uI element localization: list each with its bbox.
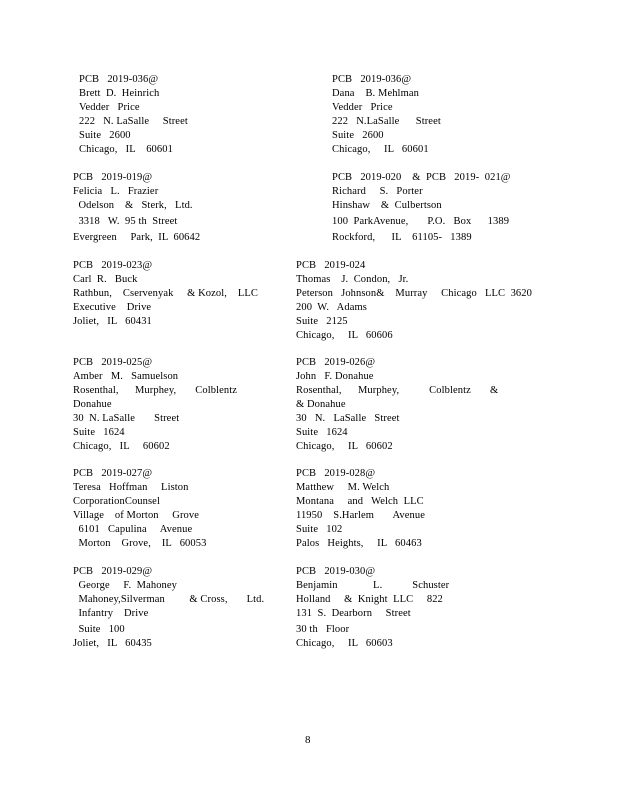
address-line: PCB 2019-024 <box>296 260 366 271</box>
address-line: Rosenthal, Murphey, Colblentz & <box>296 385 499 396</box>
address-line: Joliet, IL 60435 <box>73 638 152 649</box>
address-line: 3318 W. 95 th Street <box>73 216 178 227</box>
address-line: Palos Heights, IL 60463 <box>296 538 422 549</box>
address-line: PCB 2019-025@ <box>73 357 153 368</box>
address-line: Richard S. Porter <box>332 186 423 197</box>
address-line: Dana B. Mehlman <box>332 88 419 99</box>
address-line: Thomas J. Condon, Jr. <box>296 274 409 285</box>
address-line: 30 N. LaSalle Street <box>73 413 180 424</box>
address-line: John F. Donahue <box>296 371 374 382</box>
address-line: 222 N. LaSalle Street <box>79 116 188 127</box>
address-line: Village of Morton Grove <box>73 510 200 521</box>
address-line: 222 N.LaSalle Street <box>332 116 441 127</box>
address-line: PCB 2019-026@ <box>296 357 376 368</box>
address-line: Suite 1624 <box>296 427 348 438</box>
address-line: Felicia L. Frazier <box>73 186 159 197</box>
address-line: Vedder Price <box>332 102 393 113</box>
address-line: George F. Mahoney <box>73 580 178 591</box>
address-line: Vedder Price <box>79 102 140 113</box>
address-line: Hinshaw & Culbertson <box>332 200 442 211</box>
address-line: Suite 102 <box>296 524 343 535</box>
address-line: Chicago, IL 60601 <box>332 144 429 155</box>
address-line: Rathbun, Cservenyak & Kozol, LLC <box>73 288 259 299</box>
address-line: PCB 2019-023@ <box>73 260 153 271</box>
address-line: PCB 2019-036@ <box>332 74 412 85</box>
address-line: Rockford, IL 61105- 1389 <box>332 232 472 243</box>
address-line: Montana and Welch LLC <box>296 496 424 507</box>
address-line: CorporationCounsel <box>73 496 160 507</box>
address-line: 30 th Floor <box>296 624 350 635</box>
address-line: PCB 2019-019@ <box>73 172 153 183</box>
address-line: PCB 2019-027@ <box>73 468 153 479</box>
address-line: Teresa Hoffman Liston <box>73 482 189 493</box>
address-line: PCB 2019-029@ <box>73 566 153 577</box>
address-line: Peterson Johnson& Murray Chicago LLC 3620 <box>296 288 532 299</box>
address-line: Amber M. Samuelson <box>73 371 179 382</box>
address-line: Suite 1624 <box>73 427 125 438</box>
address-line: Holland & Knight LLC 822 <box>296 594 443 605</box>
address-line: PCB 2019-030@ <box>296 566 376 577</box>
address-line: Carl R. Buck <box>73 274 138 285</box>
address-line: Morton Grove, IL 60053 <box>73 538 207 549</box>
address-line: Matthew M. Welch <box>296 482 390 493</box>
address-line: Chicago, IL 60602 <box>296 441 393 452</box>
address-line: Joliet, IL 60431 <box>73 316 152 327</box>
address-line: Chicago, IL 60601 <box>79 144 173 155</box>
address-line: Suite 2600 <box>332 130 384 141</box>
address-line: Mahoney,Silverman & Cross, Ltd. <box>73 594 265 605</box>
address-line: PCB 2019-028@ <box>296 468 376 479</box>
address-line: Rosenthal, Murphey, Colblentz <box>73 385 238 396</box>
address-line: Benjamin L. Schuster <box>296 580 450 591</box>
address-line: Suite 2600 <box>79 130 131 141</box>
address-line: & Donahue <box>296 399 346 410</box>
address-line: 30 N. LaSalle Street <box>296 413 400 424</box>
address-line: 131 S. Dearborn Street <box>296 608 411 619</box>
address-line: Executive Drive <box>73 302 152 313</box>
address-line: 100 ParkAvenue, P.O. Box 1389 <box>332 216 510 227</box>
address-line: Donahue <box>73 399 112 410</box>
address-line: Suite 2125 <box>296 316 348 327</box>
address-line: 6101 Capulina Avenue <box>73 524 193 535</box>
page-number: 8 <box>305 734 311 746</box>
address-line: Odelson & Sterk, Ltd. <box>73 200 193 211</box>
address-line: Chicago, IL 60606 <box>296 330 393 341</box>
address-line: 11950 S.Harlem Avenue <box>296 510 425 521</box>
address-line: Evergreen Park, IL 60642 <box>73 232 201 243</box>
address-line: PCB 2019-020 & PCB 2019- 021@ <box>332 172 511 183</box>
address-line: Brett D. Heinrich <box>79 88 160 99</box>
address-line: 200 W. Adams <box>296 302 367 313</box>
address-line: Chicago, IL 60603 <box>296 638 393 649</box>
address-line: Infantry Drive <box>73 608 149 619</box>
address-line: Chicago, IL 60602 <box>73 441 170 452</box>
address-line: Suite 100 <box>73 624 125 635</box>
address-line: PCB 2019-036@ <box>79 74 159 85</box>
